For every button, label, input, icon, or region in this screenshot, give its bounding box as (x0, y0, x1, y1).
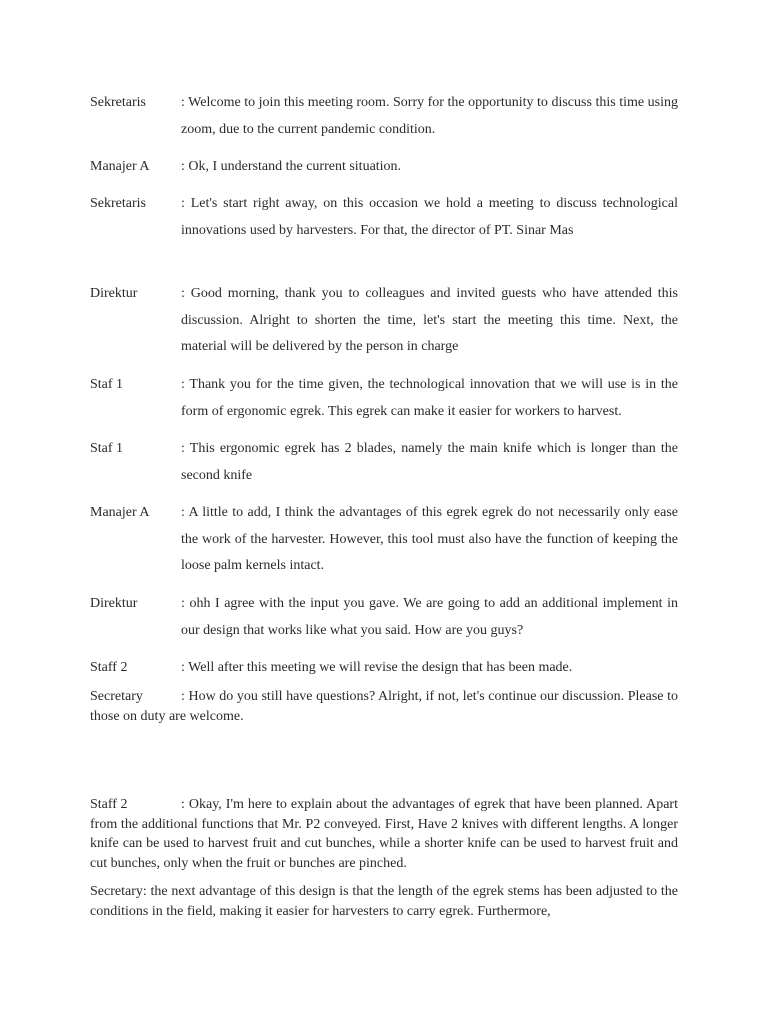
dialogue-entry (90, 372, 678, 425)
speech-text: : Welcome to join this meeting room. Sorry for the opportunity to discuss this time using zoom, due to the current pandemic condition. (181, 95, 678, 137)
speaker-label: Direktur (90, 286, 138, 301)
speaker-label: Manajer A (90, 505, 150, 520)
dialogue-entry (90, 154, 678, 181)
dialogue-entry (90, 655, 678, 682)
speech-text: : Thank you for the time given, the technological innovation that we will use is in the form of ergonomic egrek. This egrek can make it easier for workers to harvest. (181, 377, 678, 419)
speaker-label: Secretary (90, 689, 143, 704)
paragraph (90, 687, 678, 726)
dialogue-entry (90, 281, 678, 361)
dialogue-entry (90, 191, 678, 244)
speech-text: : Good morning, thank you to colleagues and invited guests who have attended this discussion. Alright to shorten the time, let's start the meeting this time. Next, the material will be delivered by the person in charge (181, 286, 678, 354)
speaker-label: Manajer A (90, 159, 150, 174)
paragraph (90, 795, 678, 873)
speaker-label: Sekretaris (90, 95, 146, 110)
speech-text: : ohh I agree with the input you gave. We are going to add an additional implement in our design that works like what you said. How are you guys? (181, 596, 678, 638)
dialogue-entry (90, 500, 678, 580)
speech-text: : This ergonomic egrek has 2 blades, namely the main knife which is longer than the second knife (181, 441, 678, 483)
dialogue-entry (90, 436, 678, 489)
paragraph-text: : How do you still have questions? Alright, if not, let's continue our discussion. Please to those on duty are welcome. (90, 689, 678, 724)
speaker-label: Staff 2 (90, 797, 128, 812)
dialogue-entry (90, 591, 678, 644)
speaker-label: Staf 1 (90, 441, 124, 456)
paragraph-text: Secretary: the next advantage of this design is that the length of the egrek stems has been adjusted to the conditions in the field, making it easier for harvesters to carry egrek. Furthermore, (90, 884, 678, 919)
speaker-label: Direktur (90, 596, 138, 611)
speaker-label: Sekretaris (90, 196, 146, 211)
speaker-label: Staff 2 (90, 660, 128, 675)
speech-text: : Well after this meeting we will revise the design that has been made. (181, 660, 573, 675)
speech-text: : A little to add, I think the advantages of this egrek egrek do not necessarily only ease the work of the harvester. However, this tool must also have the function of keeping the loose palm kernels intact. (181, 505, 678, 573)
dialogue-entry (90, 90, 678, 143)
speaker-label: Staf 1 (90, 377, 124, 392)
paragraph-text: : Okay, I'm here to explain about the advantages of egrek that have been planned. Apart from the additional functions that Mr. P2 conveyed. First, Have 2 knives with different lengths. A longer knife can be used to harvest fruit and cut bunches, while a shorter knife can be used to harvest fruit and cut bunches, only when the fruit or bunches are pinched. (90, 797, 678, 871)
speech-text: : Let's start right away, on this occasion we hold a meeting to discuss technological innovations used by harvesters. For that, the director of PT. Sinar Mas (181, 196, 678, 238)
paragraph (90, 882, 678, 921)
speech-text: : Ok, I understand the current situation. (181, 159, 402, 174)
